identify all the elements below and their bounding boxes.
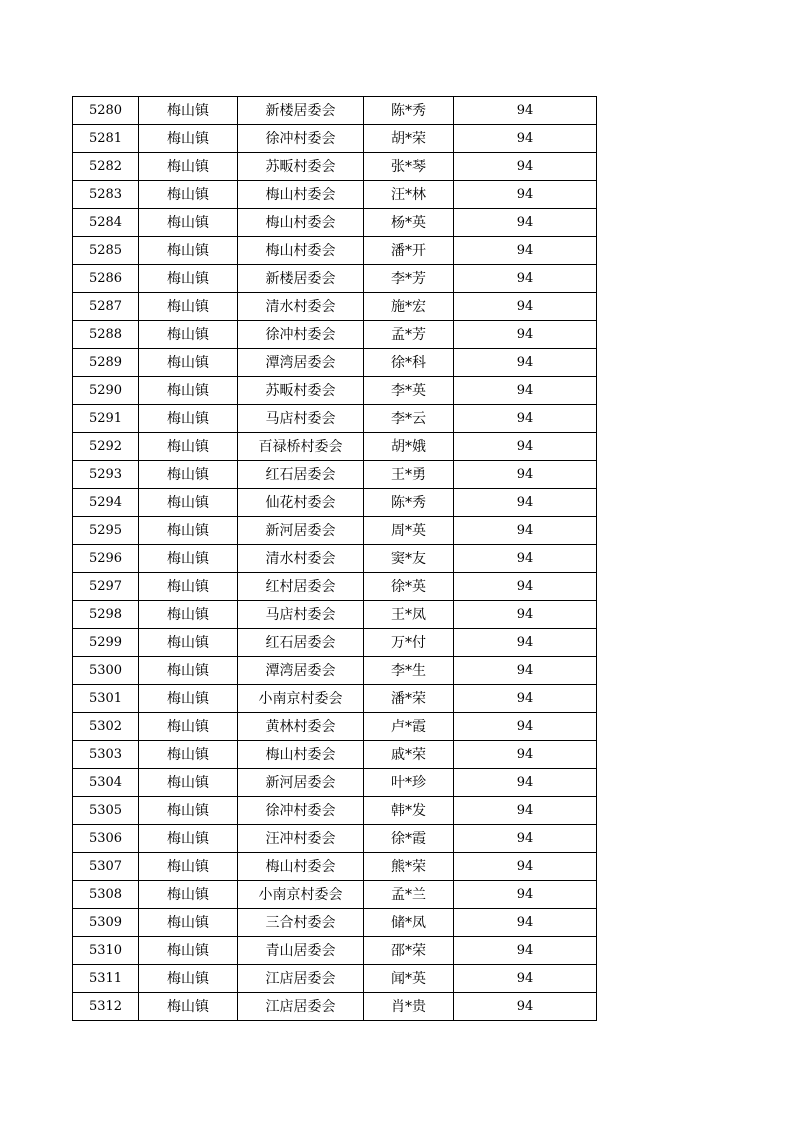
town-cell: 梅山镇 (139, 181, 238, 209)
town-cell: 梅山镇 (139, 209, 238, 237)
table-row (73, 97, 597, 125)
committee-cell: 马店村委会 (238, 601, 364, 629)
serial-number-cell: 5300 (73, 657, 139, 685)
age-cell: 94 (454, 489, 597, 517)
person-name-cell: 汪*林 (364, 181, 454, 209)
town-cell: 梅山镇 (139, 881, 238, 909)
serial-number-cell: 5282 (73, 153, 139, 181)
serial-number-cell: 5311 (73, 965, 139, 993)
person-name-cell: 杨*英 (364, 209, 454, 237)
committee-cell: 红石居委会 (238, 461, 364, 489)
town-cell: 梅山镇 (139, 629, 238, 657)
person-name-cell: 陈*秀 (364, 97, 454, 125)
age-cell: 94 (454, 545, 597, 573)
age-cell: 94 (454, 881, 597, 909)
town-cell: 梅山镇 (139, 405, 238, 433)
table-row (73, 377, 597, 405)
person-name-cell: 孟*兰 (364, 881, 454, 909)
person-name-cell: 陈*秀 (364, 489, 454, 517)
person-name-cell: 潘*荣 (364, 685, 454, 713)
age-cell: 94 (454, 377, 597, 405)
committee-cell: 梅山村委会 (238, 237, 364, 265)
table-row (73, 797, 597, 825)
person-name-cell: 王*凤 (364, 601, 454, 629)
table-row (73, 825, 597, 853)
age-cell: 94 (454, 965, 597, 993)
person-name-cell: 李*云 (364, 405, 454, 433)
person-name-cell: 储*凤 (364, 909, 454, 937)
table-row (73, 181, 597, 209)
serial-number-cell: 5299 (73, 629, 139, 657)
town-cell: 梅山镇 (139, 97, 238, 125)
town-cell: 梅山镇 (139, 489, 238, 517)
table-row (73, 881, 597, 909)
serial-number-cell: 5293 (73, 461, 139, 489)
committee-cell: 苏畈村委会 (238, 153, 364, 181)
age-cell: 94 (454, 321, 597, 349)
person-name-cell: 李*英 (364, 377, 454, 405)
serial-number-cell: 5292 (73, 433, 139, 461)
serial-number-cell: 5309 (73, 909, 139, 937)
committee-cell: 仙花村委会 (238, 489, 364, 517)
table-row (73, 153, 597, 181)
table-row (73, 741, 597, 769)
table-row (73, 629, 597, 657)
town-cell: 梅山镇 (139, 461, 238, 489)
town-cell: 梅山镇 (139, 349, 238, 377)
person-name-cell: 戚*荣 (364, 741, 454, 769)
serial-number-cell: 5304 (73, 769, 139, 797)
table-row (73, 769, 597, 797)
serial-number-cell: 5303 (73, 741, 139, 769)
age-cell: 94 (454, 517, 597, 545)
table-row (73, 125, 597, 153)
age-cell: 94 (454, 825, 597, 853)
person-name-cell: 熊*荣 (364, 853, 454, 881)
town-cell: 梅山镇 (139, 153, 238, 181)
town-cell: 梅山镇 (139, 853, 238, 881)
table-row (73, 853, 597, 881)
person-name-cell: 肖*贵 (364, 993, 454, 1021)
age-cell: 94 (454, 629, 597, 657)
age-cell: 94 (454, 181, 597, 209)
serial-number-cell: 5284 (73, 209, 139, 237)
committee-cell: 徐冲村委会 (238, 125, 364, 153)
person-name-cell: 万*付 (364, 629, 454, 657)
person-name-cell: 李*芳 (364, 265, 454, 293)
town-cell: 梅山镇 (139, 825, 238, 853)
person-name-cell: 徐*霞 (364, 825, 454, 853)
committee-cell: 潭湾居委会 (238, 657, 364, 685)
committee-cell: 梅山村委会 (238, 853, 364, 881)
town-cell: 梅山镇 (139, 937, 238, 965)
town-cell: 梅山镇 (139, 237, 238, 265)
committee-cell: 梅山村委会 (238, 209, 364, 237)
serial-number-cell: 5297 (73, 573, 139, 601)
age-cell: 94 (454, 909, 597, 937)
committee-cell: 红村居委会 (238, 573, 364, 601)
town-cell: 梅山镇 (139, 321, 238, 349)
committee-cell: 潭湾居委会 (238, 349, 364, 377)
committee-cell: 百禄桥村委会 (238, 433, 364, 461)
serial-number-cell: 5285 (73, 237, 139, 265)
age-cell: 94 (454, 265, 597, 293)
roster-table (72, 96, 597, 1021)
person-name-cell: 张*琴 (364, 153, 454, 181)
person-name-cell: 叶*珍 (364, 769, 454, 797)
age-cell: 94 (454, 125, 597, 153)
committee-cell: 小南京村委会 (238, 685, 364, 713)
committee-cell: 清水村委会 (238, 293, 364, 321)
table-row (73, 517, 597, 545)
table-row (73, 321, 597, 349)
table-row (73, 489, 597, 517)
person-name-cell: 李*生 (364, 657, 454, 685)
town-cell: 梅山镇 (139, 769, 238, 797)
person-name-cell: 卢*霞 (364, 713, 454, 741)
serial-number-cell: 5280 (73, 97, 139, 125)
town-cell: 梅山镇 (139, 265, 238, 293)
age-cell: 94 (454, 685, 597, 713)
committee-cell: 梅山村委会 (238, 181, 364, 209)
table-row (73, 349, 597, 377)
serial-number-cell: 5306 (73, 825, 139, 853)
age-cell: 94 (454, 433, 597, 461)
table-row (73, 209, 597, 237)
person-name-cell: 王*勇 (364, 461, 454, 489)
age-cell: 94 (454, 97, 597, 125)
serial-number-cell: 5305 (73, 797, 139, 825)
age-cell: 94 (454, 573, 597, 601)
person-name-cell: 韩*发 (364, 797, 454, 825)
age-cell: 94 (454, 993, 597, 1021)
table-row (73, 909, 597, 937)
serial-number-cell: 5301 (73, 685, 139, 713)
roster-sheet (72, 96, 596, 1021)
town-cell: 梅山镇 (139, 125, 238, 153)
committee-cell: 红石居委会 (238, 629, 364, 657)
person-name-cell: 邵*荣 (364, 937, 454, 965)
serial-number-cell: 5294 (73, 489, 139, 517)
person-name-cell: 闻*英 (364, 965, 454, 993)
serial-number-cell: 5287 (73, 293, 139, 321)
person-name-cell: 施*宏 (364, 293, 454, 321)
serial-number-cell: 5310 (73, 937, 139, 965)
town-cell: 梅山镇 (139, 713, 238, 741)
age-cell: 94 (454, 461, 597, 489)
committee-cell: 梅山村委会 (238, 741, 364, 769)
table-row (73, 573, 597, 601)
table-row (73, 601, 597, 629)
table-row (73, 937, 597, 965)
town-cell: 梅山镇 (139, 433, 238, 461)
table-row (73, 433, 597, 461)
town-cell: 梅山镇 (139, 797, 238, 825)
serial-number-cell: 5295 (73, 517, 139, 545)
table-row (73, 545, 597, 573)
town-cell: 梅山镇 (139, 601, 238, 629)
committee-cell: 马店村委会 (238, 405, 364, 433)
age-cell: 94 (454, 153, 597, 181)
age-cell: 94 (454, 209, 597, 237)
serial-number-cell: 5288 (73, 321, 139, 349)
table-row (73, 265, 597, 293)
serial-number-cell: 5296 (73, 545, 139, 573)
age-cell: 94 (454, 237, 597, 265)
table-row (73, 293, 597, 321)
table-row (73, 685, 597, 713)
age-cell: 94 (454, 405, 597, 433)
serial-number-cell: 5307 (73, 853, 139, 881)
committee-cell: 新楼居委会 (238, 97, 364, 125)
age-cell: 94 (454, 601, 597, 629)
table-row (73, 237, 597, 265)
person-name-cell: 胡*荣 (364, 125, 454, 153)
serial-number-cell: 5298 (73, 601, 139, 629)
serial-number-cell: 5312 (73, 993, 139, 1021)
committee-cell: 新楼居委会 (238, 265, 364, 293)
serial-number-cell: 5286 (73, 265, 139, 293)
committee-cell: 汪冲村委会 (238, 825, 364, 853)
age-cell: 94 (454, 769, 597, 797)
age-cell: 94 (454, 797, 597, 825)
town-cell: 梅山镇 (139, 685, 238, 713)
serial-number-cell: 5289 (73, 349, 139, 377)
town-cell: 梅山镇 (139, 909, 238, 937)
table-row (73, 657, 597, 685)
town-cell: 梅山镇 (139, 377, 238, 405)
town-cell: 梅山镇 (139, 993, 238, 1021)
age-cell: 94 (454, 713, 597, 741)
town-cell: 梅山镇 (139, 517, 238, 545)
person-name-cell: 胡*娥 (364, 433, 454, 461)
person-name-cell: 潘*开 (364, 237, 454, 265)
town-cell: 梅山镇 (139, 293, 238, 321)
person-name-cell: 周*英 (364, 517, 454, 545)
age-cell: 94 (454, 741, 597, 769)
committee-cell: 江店居委会 (238, 993, 364, 1021)
age-cell: 94 (454, 853, 597, 881)
town-cell: 梅山镇 (139, 545, 238, 573)
town-cell: 梅山镇 (139, 965, 238, 993)
committee-cell: 新河居委会 (238, 517, 364, 545)
age-cell: 94 (454, 293, 597, 321)
serial-number-cell: 5302 (73, 713, 139, 741)
table-row (73, 713, 597, 741)
serial-number-cell: 5290 (73, 377, 139, 405)
town-cell: 梅山镇 (139, 657, 238, 685)
committee-cell: 徐冲村委会 (238, 797, 364, 825)
age-cell: 94 (454, 349, 597, 377)
serial-number-cell: 5308 (73, 881, 139, 909)
person-name-cell: 徐*英 (364, 573, 454, 601)
roster-table-body (73, 97, 597, 1021)
committee-cell: 清水村委会 (238, 545, 364, 573)
committee-cell: 青山居委会 (238, 937, 364, 965)
table-row (73, 461, 597, 489)
age-cell: 94 (454, 937, 597, 965)
table-row (73, 405, 597, 433)
committee-cell: 新河居委会 (238, 769, 364, 797)
committee-cell: 小南京村委会 (238, 881, 364, 909)
table-row (73, 965, 597, 993)
serial-number-cell: 5281 (73, 125, 139, 153)
table-row (73, 993, 597, 1021)
serial-number-cell: 5291 (73, 405, 139, 433)
town-cell: 梅山镇 (139, 741, 238, 769)
committee-cell: 苏畈村委会 (238, 377, 364, 405)
age-cell: 94 (454, 657, 597, 685)
committee-cell: 江店居委会 (238, 965, 364, 993)
person-name-cell: 孟*芳 (364, 321, 454, 349)
person-name-cell: 徐*科 (364, 349, 454, 377)
person-name-cell: 窦*友 (364, 545, 454, 573)
committee-cell: 黄林村委会 (238, 713, 364, 741)
committee-cell: 三合村委会 (238, 909, 364, 937)
committee-cell: 徐冲村委会 (238, 321, 364, 349)
serial-number-cell: 5283 (73, 181, 139, 209)
town-cell: 梅山镇 (139, 573, 238, 601)
